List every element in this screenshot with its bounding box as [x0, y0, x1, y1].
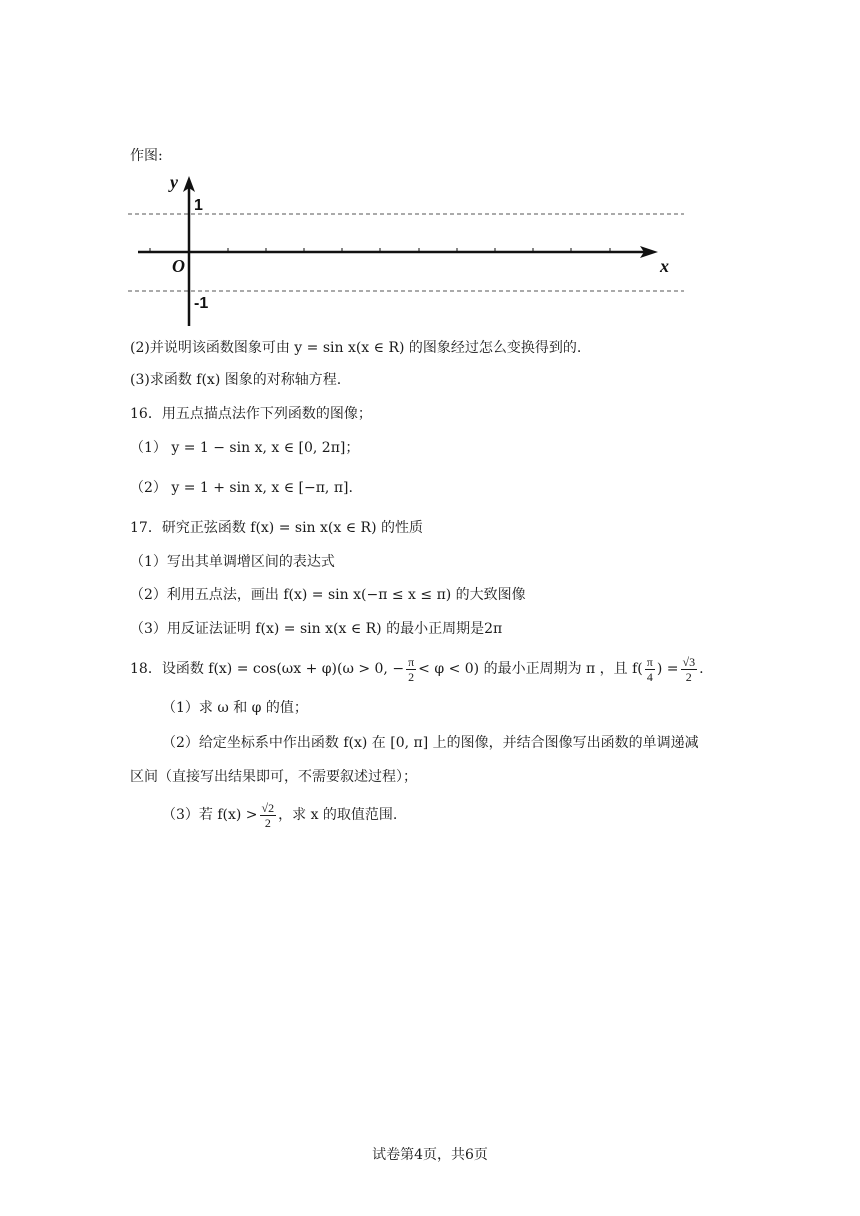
x-axis-label: x — [660, 256, 669, 276]
q16-title: 16．用五点描点法作下列函数的图像； — [130, 406, 372, 422]
q18-part3-a: （3）若 f(x) > — [162, 807, 258, 823]
q17-part2: （2）利用五点法，画出 f(x) = sin x(−π ≤ x ≤ π) 的大致图像 — [130, 587, 526, 603]
q18-fraction-sqrt3-over-2: $\frac{√3}{2}$ — [682, 654, 696, 684]
y-axis-label: y — [170, 172, 178, 192]
q18-title — [130, 652, 704, 686]
q18-title-part-a: 18．设函数 f(x) = cos(ωx + φ)(ω > 0, − — [130, 661, 405, 677]
q18-fraction-sqrt2-over-2: $\frac{√2}{2}$ — [261, 800, 275, 830]
q18-fraction-pi-over-2: $\frac{\pi}{2}$ — [408, 654, 415, 684]
q18-part1: （1）求 ω 和 φ 的值； — [162, 700, 308, 716]
tick-label-minus-1: -1 — [194, 295, 209, 312]
q18-fraction-pi-over-4: $\frac{\pi}{4}$ — [646, 654, 653, 684]
blank-coordinate-graph — [128, 172, 688, 328]
page-footer: 试卷第4页，共6页 — [372, 1147, 488, 1163]
q18-title-part-b: < φ < 0) 的最小正周期为 π ，且 f( — [418, 661, 643, 677]
q15-part3: (3)求函数 f(x) 图象的对称轴方程. — [130, 372, 342, 388]
q17-part3: （3）用反证法证明 f(x) = sin x(x ∈ R) 的最小正周期是2π — [130, 621, 503, 637]
q16-part1: （1） y = 1 − sin x, x ∈ [0, 2π]； — [130, 440, 360, 456]
graph-title: 作图: — [130, 148, 163, 164]
q18-part2-line1: （2）给定坐标系中作出函数 f(x) 在 [0, π] 上的图像，并结合图像写出函数的单调递减 — [162, 735, 699, 751]
origin-label: O — [172, 256, 185, 276]
q16-part2: （2） y = 1 + sin x, x ∈ [−π, π]. — [130, 480, 353, 496]
q18-part2-line2: 区间（直接写出结果即可，不需要叙述过程）； — [130, 769, 417, 785]
q18-title-part-c: ) = — [656, 661, 679, 677]
q17-part1: （1）写出其单调增区间的表达式 — [130, 554, 335, 570]
q18-part3-b: ，求 x 的取值范围. — [278, 807, 398, 823]
q15-part2: (2)并说明该函数图象可由 y = sin x(x ∈ R) 的图象经过怎么变换得到的. — [130, 340, 582, 356]
q17-title: 17．研究正弦函数 f(x) = sin x(x ∈ R) 的性质 — [130, 520, 423, 536]
tick-label-1: 1 — [194, 197, 203, 214]
q18-title-part-d: . — [699, 661, 704, 677]
q18-part3 — [162, 798, 397, 832]
